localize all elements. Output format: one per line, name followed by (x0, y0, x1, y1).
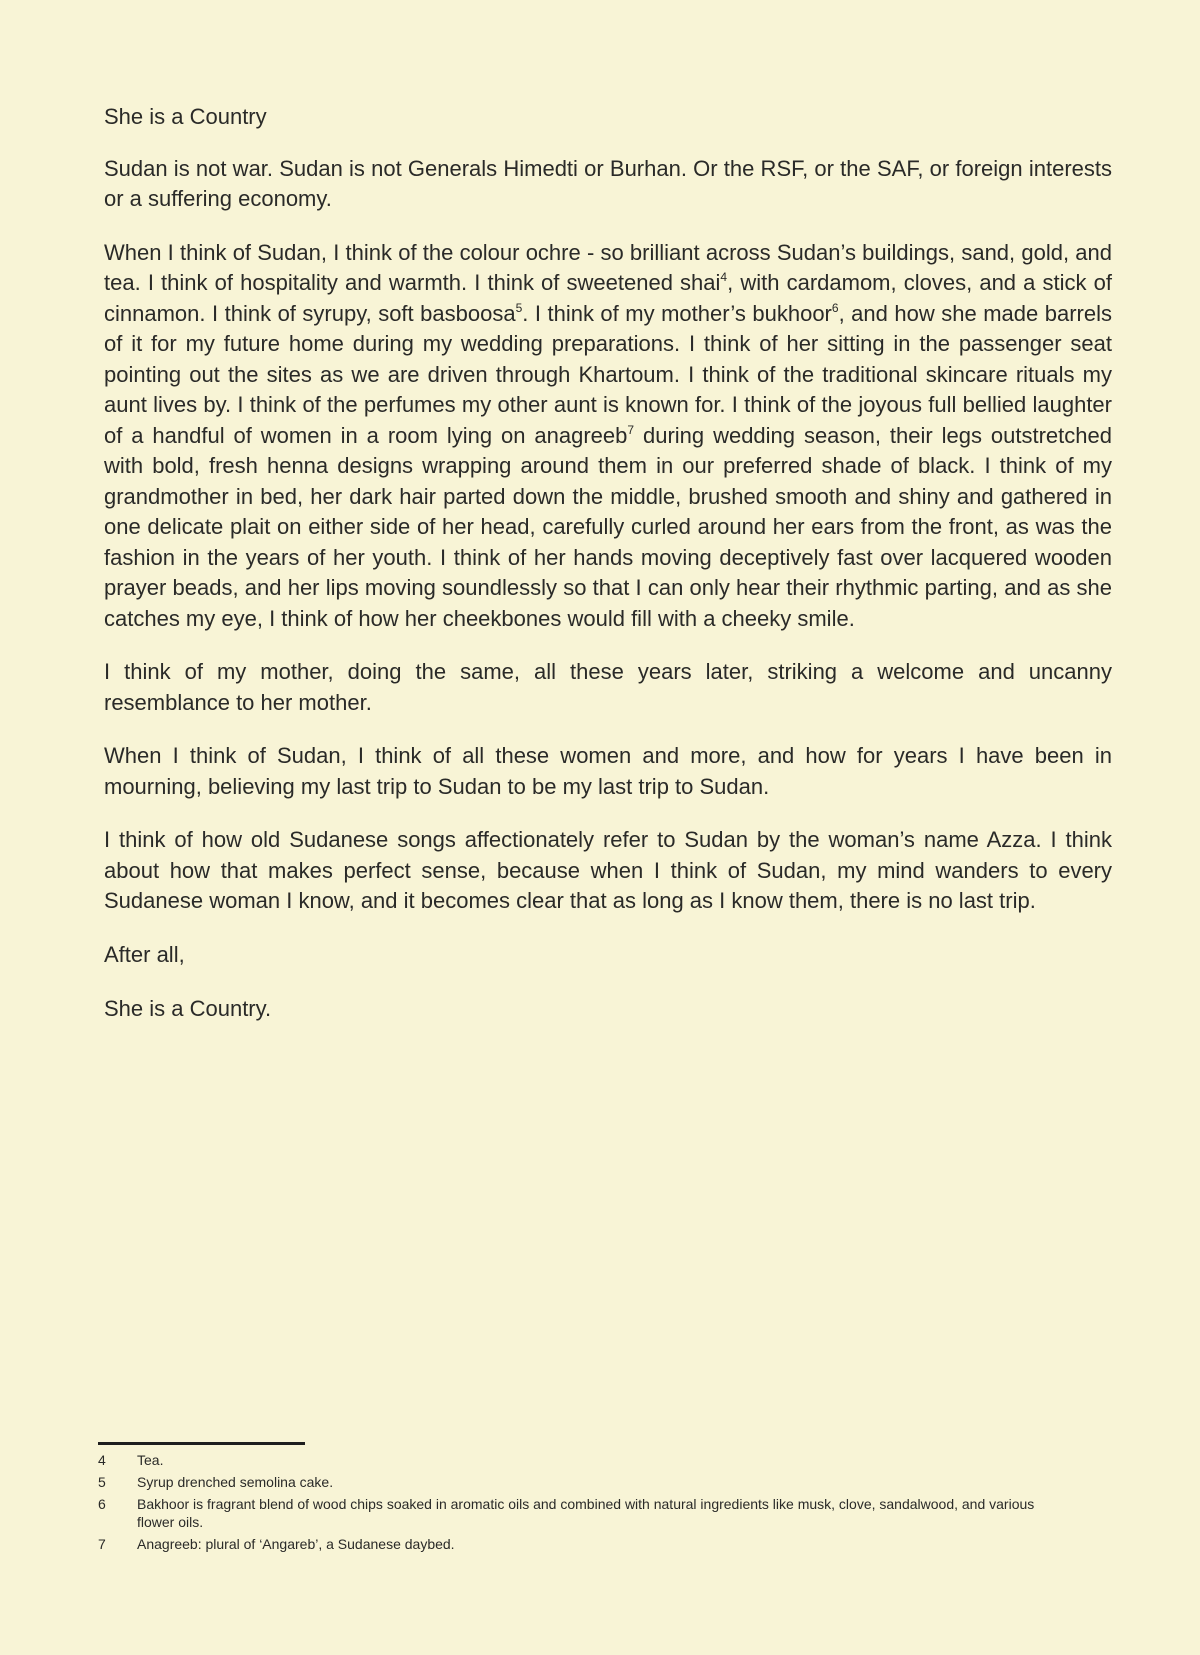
paragraph-text: I think of my mother, doing the same, all these years later, striking a welcome and uncanny resemblance to her mother. (104, 659, 1112, 715)
article-body (104, 102, 1112, 1048)
footnote-5 (98, 1473, 1038, 1491)
paragraph-1 (104, 154, 1112, 215)
paragraph-text: When I think of Sudan, I think of the colour ochre - so brilliant across Sudan’s buildings, sand, gold, and tea. I think of hospitality and warmth. I think of sweetened shai (104, 239, 1112, 296)
footnote-text: Anagreeb: plural of ‘Angareb’, a Sudanese daybed. (137, 1536, 455, 1552)
footnote-7 (98, 1535, 1038, 1553)
footnote-number: 6 (98, 1496, 106, 1512)
footnote-number: 7 (98, 1536, 106, 1552)
paragraph-text: I think of how old Sudanese songs affectionately refer to Sudan by the woman’s name Azza. I think about how that makes perfect sense, because when I think of Sudan, my mind wanders to every Sudanese woman I know, and it becomes clear that as long as I know them, there is no last trip. (104, 827, 1112, 914)
footnote-number: 5 (98, 1474, 106, 1490)
footnote-divider (98, 1442, 305, 1445)
paragraph-text: during wedding season, their legs outstretched with bold, fresh henna designs wrapping around them in our preferred shade of black. I think of my grandmother in bed, her dark hair parted down the middle, brushed smooth and shiny and gathered in one delicate plait on either side of her head, carefully curled around her ears from the front, as was the fashion in the years of her youth. I think of her hands moving deceptively fast over lacquered wooden prayer beads, and her lips moving soundlessly so that I can only hear their rhythmic parting, and as she catches my eye, I think of how her cheekbones would fill with a cheeky smile. (104, 422, 1112, 631)
closing-line-2: She is a Country. (104, 995, 272, 1021)
paragraph-text: When I think of Sudan, I think of all these women and more, and how for years I have been in mourning, believing my last trip to Sudan to be my last trip to Sudan. (104, 743, 1112, 799)
paragraph-text: . I think of my mother’s bukhoor (522, 300, 832, 326)
article-title: She is a Country (104, 104, 267, 129)
paragraph-text: , and how she made barrels of it for my future home during my wedding preparations. I think of her sitting in the passenger seat pointing out the sites as we are driven through Khartoum. I think of the traditional skincare rituals my aunt lives by. I think of the perfumes my other aunt is known for. I think of the joyous full bellied laughter of a handful of women in a room lying on anagreeb (104, 300, 1112, 448)
paragraph-text: , with cardamom, cloves, and a stick of cinnamon. I think of syrupy, soft basboosa (104, 270, 1112, 326)
paragraph-3 (104, 657, 1112, 718)
footnotes (98, 1442, 1038, 1557)
closing-line-1: After all, (104, 941, 185, 967)
footnote-number: 4 (98, 1452, 106, 1468)
footnote-ref: 7 (627, 422, 635, 437)
paragraph-5 (104, 825, 1112, 917)
footnote-ref: 6 (831, 300, 839, 315)
paragraph-4 (104, 741, 1112, 802)
paragraph-text: Sudan is not war. Sudan is not Generals Himedti or Burhan. Or the RSF, or the SAF, or foreign interests or a suffering economy. (104, 155, 1112, 212)
paragraph-2 (104, 238, 1112, 635)
footnote-6 (98, 1495, 1038, 1531)
footnote-ref: 5 (515, 300, 523, 315)
footnote-ref: 4 (720, 270, 728, 285)
footnote-4 (98, 1451, 1038, 1469)
footnote-text: Tea. (137, 1452, 164, 1468)
footnote-text: Syrup drenched semolina cake. (137, 1474, 334, 1490)
footnote-text: Bakhoor is fragrant blend of wood chips soaked in aromatic oils and combined with natural ingredients like musk, clove, sandalwood, and various flower oils. (137, 1496, 1035, 1530)
